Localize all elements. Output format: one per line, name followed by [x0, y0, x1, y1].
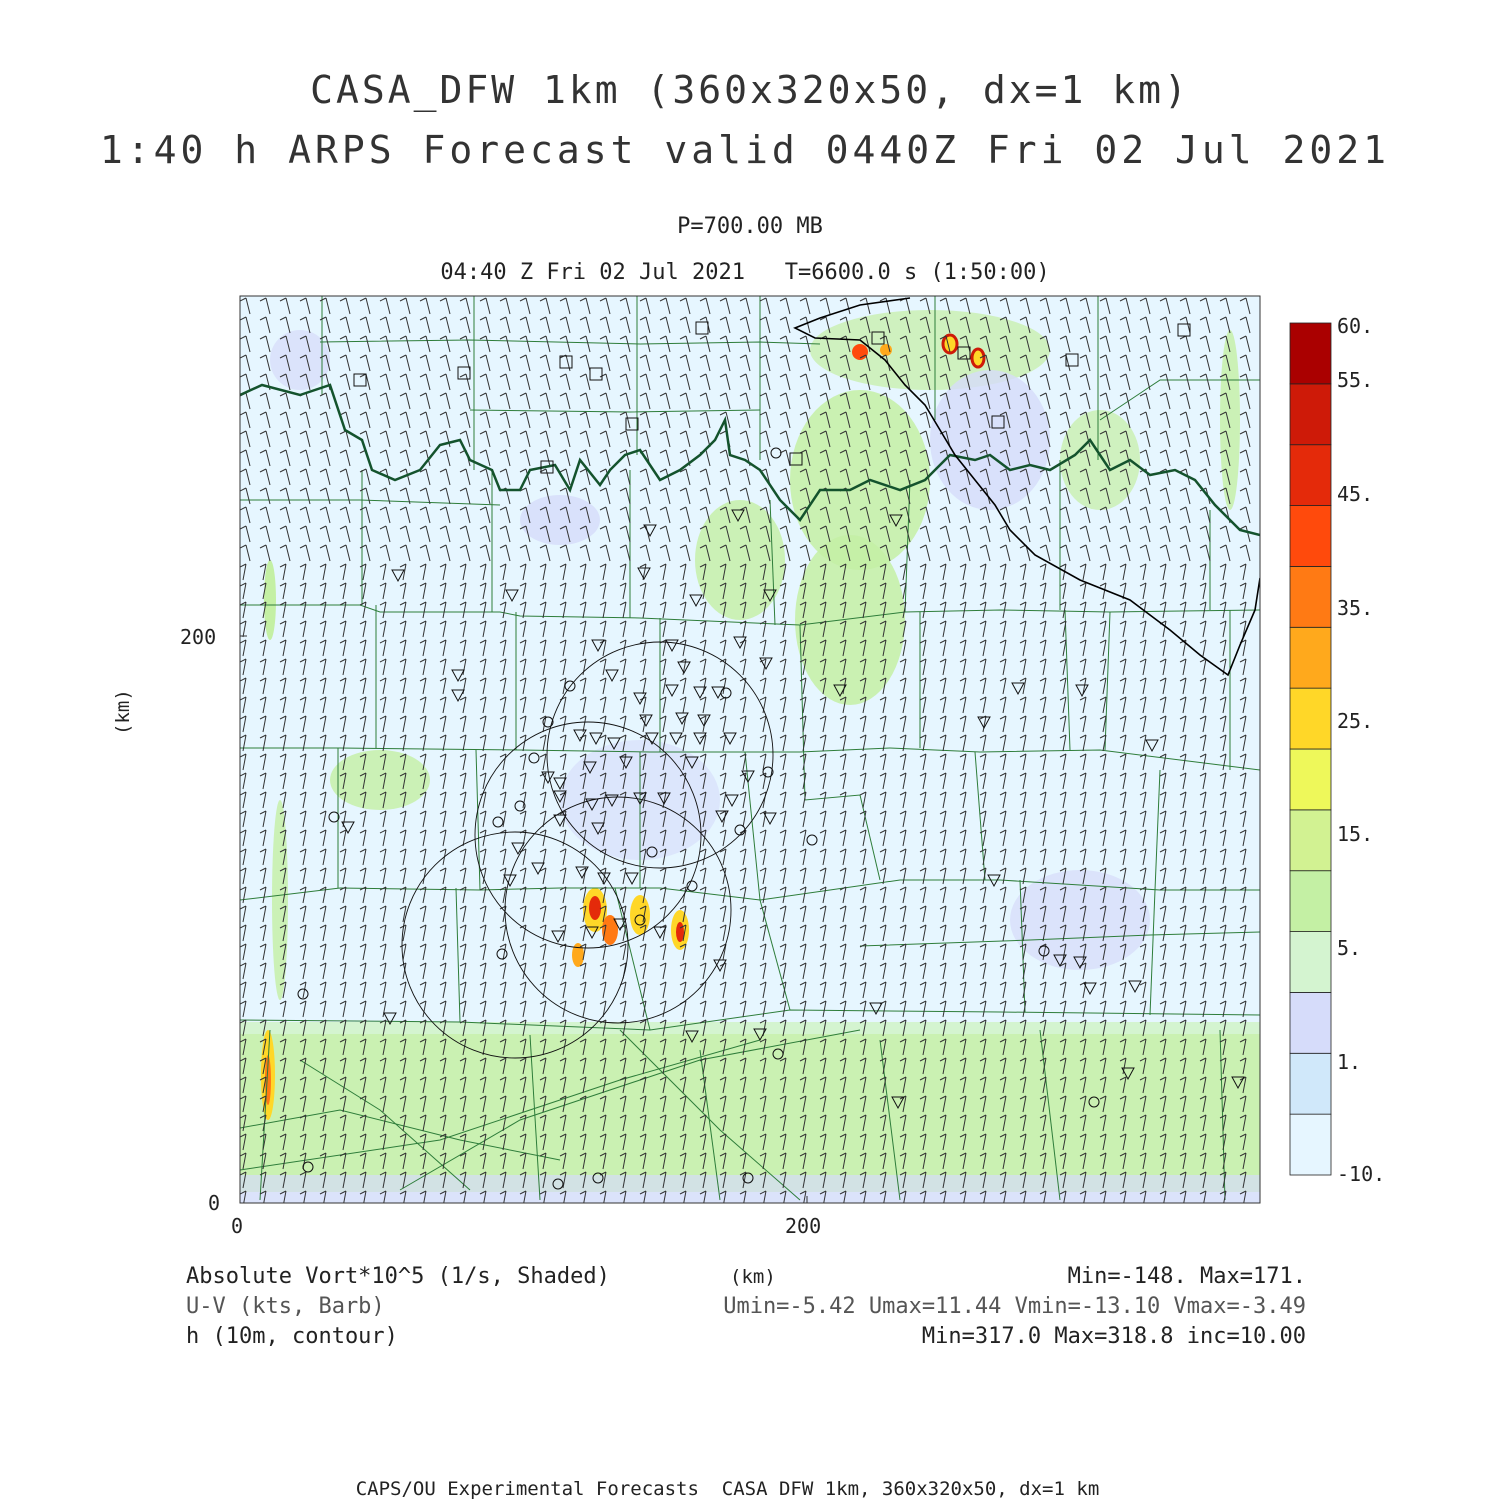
legend-field-vorticity: Absolute Vort*10^5 (1/s, Shaded) [186, 1264, 610, 1289]
y-axis-label: (km) [112, 689, 134, 735]
colorbar-swatch [1290, 445, 1331, 506]
colorbar-swatch [1290, 749, 1331, 810]
y-tick-200: 200 [180, 625, 217, 649]
legend-field-wind: U-V (kts, Barb) [186, 1294, 385, 1319]
colorbar-swatch [1290, 1114, 1331, 1175]
stats-height: Min=317.0 Max=318.8 inc=10.00 [921, 1324, 1306, 1349]
colorbar-label-1: 1. [1337, 1050, 1362, 1074]
y-tick-0: 0 [208, 1191, 221, 1215]
colorbar-label-minus10: -10. [1337, 1162, 1386, 1186]
x-tick-200: 200 [785, 1214, 822, 1238]
stats-vorticity: Min=-148. Max=171. [1067, 1264, 1306, 1289]
colorbar-swatch [1290, 506, 1331, 567]
colorbar-swatch [1290, 627, 1331, 688]
colorbar-label-15: 15. [1337, 822, 1374, 846]
pressure-level: P=700.00 MB [677, 214, 823, 239]
colorbar-label-5: 5. [1337, 936, 1362, 960]
colorbar-label-45: 45. [1337, 482, 1374, 506]
colorbar-label-35: 35. [1337, 596, 1374, 620]
colorbar-swatch [1290, 323, 1331, 384]
colorbar-swatch [1290, 688, 1331, 749]
title-line2: 1:40 h ARPS Forecast valid 0440Z Fri 02 Jul 2021 [99, 128, 1391, 172]
colorbar-label-25: 25. [1337, 709, 1374, 733]
colorbar-label-60: 60. [1337, 314, 1374, 338]
colorbar-swatch [1290, 932, 1331, 993]
colorbar-label-55: 55. [1337, 368, 1374, 392]
title-line1: CASA_DFW 1km (360x320x50, dx=1 km) [310, 68, 1190, 112]
colorbar [1290, 323, 1331, 1175]
colorbar-swatch [1290, 810, 1331, 871]
footer-credit: CAPS/OU Experimental Forecasts CASA DFW 1km, 360x320x50, dx=1 km [355, 1478, 1100, 1500]
colorbar-swatch [1290, 992, 1331, 1053]
colorbar-swatch [1290, 1053, 1331, 1114]
valid-time: 04:40 Z Fri 02 Jul 2021 T=6600.0 s (1:50:00) [440, 260, 1050, 285]
colorbar-swatch [1290, 384, 1331, 445]
colorbar-swatch [1290, 871, 1331, 932]
colorbar-swatch [1290, 566, 1331, 627]
x-tick-0: 0 [231, 1214, 244, 1238]
stats-wind: Umin=-5.42 Umax=11.44 Vmin=-13.10 Vmax=-3.49 [723, 1294, 1306, 1319]
x-axis-label: (km) [730, 1266, 776, 1288]
legend-field-height: h (10m, contour) [186, 1324, 398, 1349]
